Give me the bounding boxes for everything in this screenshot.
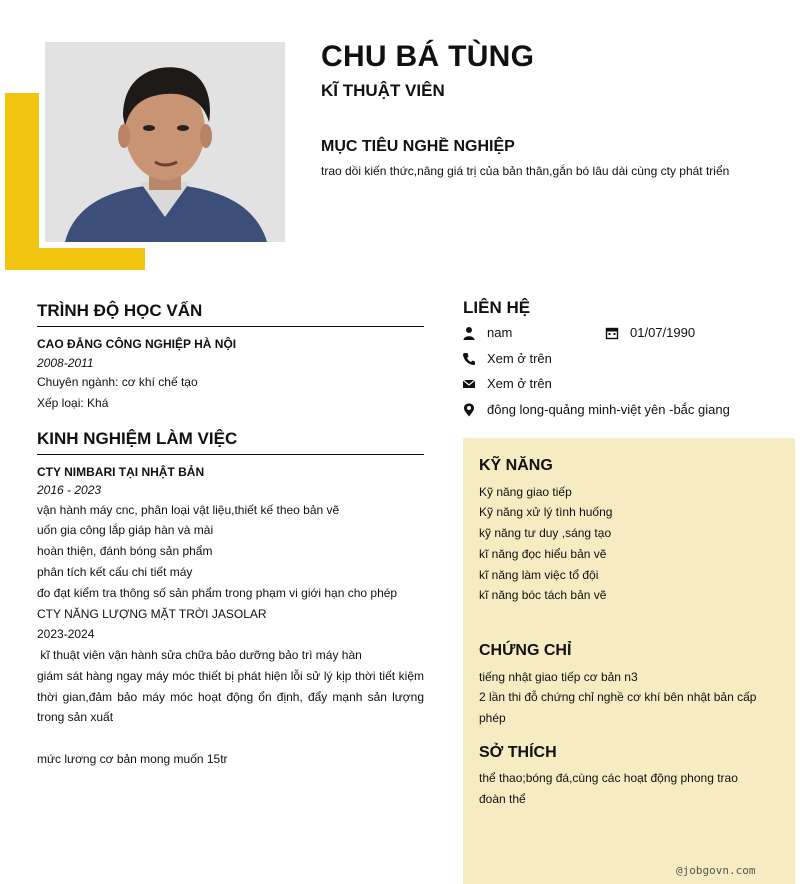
- experience-period: 2016 - 2023: [37, 483, 102, 497]
- person-icon: [462, 326, 476, 340]
- contact-email[interactable]: Xem ở trên: [487, 376, 552, 391]
- experience-paragraph: giám sát hàng ngay máy móc thiết bị phát hiện lỗi sử lý kịp thời tiết kiệm thời gian,đảm bảo máy móc hoạt động ổn định, đẩy mạnh sản lượng trong sản xuất: [37, 669, 424, 725]
- experience-line: hoàn thiện, đánh bóng sản phẩm: [37, 544, 213, 558]
- profile-photo: [45, 42, 285, 242]
- certificate-item: 2 lần thi đỗ chứng chỉ nghề cơ khí bên nhật bản cấp phép: [479, 690, 757, 725]
- experience-divider: [37, 454, 424, 455]
- contact-address: đông long-quảng minh-việt yên -bắc giang: [487, 402, 730, 417]
- skill-item: kĩ năng đọc hiểu bản vẽ: [479, 547, 607, 561]
- phone-icon: [462, 352, 476, 366]
- objective-text: trao dồi kiến thức,nâng giá trị của bản thân,gắn bó lâu dài cùng cty phát triển: [321, 164, 730, 178]
- education-heading: TRÌNH ĐỘ HỌC VẤN: [37, 301, 203, 320]
- objective-heading: MỤC TIÊU NGHỀ NGHIỆP: [321, 138, 515, 155]
- education-divider: [37, 326, 424, 327]
- skills-heading: KỸ NĂNG: [479, 457, 553, 474]
- skill-item: Kỹ năng giao tiếp: [479, 485, 572, 499]
- mail-icon: [462, 377, 476, 391]
- education-major: Chuyên ngành: cơ khí chế tạo: [37, 375, 198, 389]
- watermark: @jobgovn.com: [676, 864, 756, 877]
- experience-line: kĩ thuật viên vận hành sửa chữa bảo dưỡng bảo trì máy hàn: [37, 648, 362, 662]
- expected-salary: mức lương cơ bản mong muốn 15tr: [37, 752, 228, 766]
- contact-dob: 01/07/1990: [630, 325, 696, 340]
- contact-heading: LIÊN HỆ: [463, 298, 531, 317]
- job-title: KĨ THUẬT VIÊN: [321, 81, 445, 100]
- skill-item: Kỹ năng xử lý tình huống: [479, 505, 613, 519]
- skill-item: kỹ năng tư duy ,sáng tạo: [479, 526, 612, 540]
- experience-company: CTY NIMBARI TẠI NHẬT BẢN: [37, 465, 205, 479]
- candidate-name: CHU BÁ TÙNG: [321, 40, 535, 73]
- certificates-heading: CHỨNG CHỈ: [479, 642, 572, 659]
- accent-bar-vertical: [5, 93, 39, 270]
- education-grade: Xếp loại: Khá: [37, 396, 109, 410]
- skill-item: kĩ năng làm việc tổ đội: [479, 568, 599, 582]
- experience-line: uốn gia công lắp giáp hàn và mài: [37, 523, 214, 537]
- experience-line: đo đạt kiểm tra thông số sản phẩm trong phạm vi giới hạn cho phép: [37, 586, 398, 600]
- hobbies-text: thể thao;bóng đá,cùng các hoạt động phong trao đoàn thể: [479, 771, 738, 806]
- experience-line: CTY NĂNG LƯỢNG MẶT TRỜI JASOLAR: [37, 607, 267, 621]
- experience-heading: KINH NGHIỆM LÀM VIỆC: [37, 429, 238, 448]
- certificate-item: tiếng nhật giao tiếp cơ bản n3: [479, 670, 638, 684]
- experience-line: 2023-2024: [37, 627, 95, 641]
- accent-bar-horizontal: [5, 248, 145, 270]
- education-school: CAO ĐẲNG CÔNG NGHIỆP HÀ NỘI: [37, 337, 237, 351]
- contact-phone[interactable]: Xem ở trên: [487, 351, 552, 366]
- location-icon: [462, 403, 476, 417]
- education-years: 2008-2011: [37, 356, 94, 370]
- skill-item: kĩ năng bóc tách bản vẽ: [479, 588, 607, 602]
- contact-gender: nam: [487, 325, 513, 340]
- experience-line: phân tích kết cấu chi tiết máy: [37, 565, 193, 579]
- calendar-icon: [605, 326, 619, 340]
- hobbies-heading: SỞ THÍCH: [479, 744, 557, 761]
- experience-line: vận hành máy cnc, phân loại vật liệu,thiết kế theo bản vẽ: [37, 503, 340, 517]
